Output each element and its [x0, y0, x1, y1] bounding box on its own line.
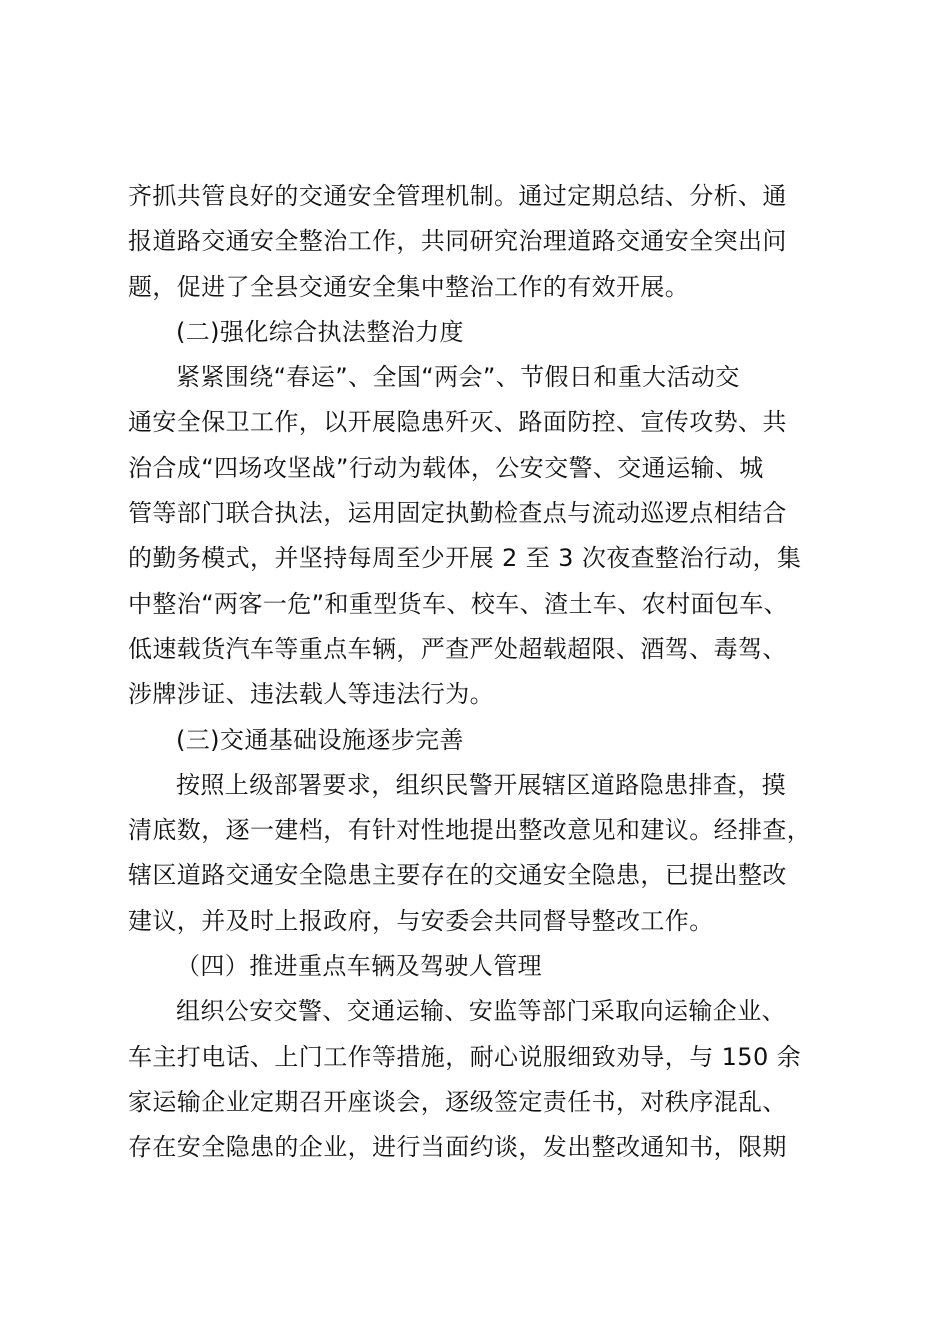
body-line: 治合成“四场攻坚战”行动为载体，公安交警、交通运输、城	[128, 453, 764, 482]
body-line: 管等部门联合执法，运用固定执勤检查点与流动巡逻点相结合	[128, 499, 787, 528]
document-body	[128, 174, 838, 1171]
body-line: 低速载货汽车等重点车辆，严查严处超载超限、酒驾、毒驾、	[128, 634, 787, 663]
section-heading: （四）推进重点车辆及驾驶人管理	[176, 952, 542, 981]
body-line: 题，促进了全县交通安全集中整治工作的有效开展。	[128, 272, 690, 301]
body-line: 涉牌涉证、违法载人等违法行为。	[128, 680, 494, 709]
body-line: 车主打电话、上门工作等措施，耐心说服细致劝导，与 150 余	[128, 1042, 802, 1071]
section-heading: (二)强化综合执法整治力度	[176, 317, 464, 346]
body-line: 建议，并及时上报政府，与安委会共同督导整改工作。	[128, 906, 714, 935]
body-line: 的勤务模式，并坚持每周至少开展 2 至 3 次夜查整治行动，集	[128, 544, 802, 573]
body-line: 存在安全隐患的企业，进行当面约谈，发出整改通知书，限期	[128, 1133, 787, 1162]
body-line: 家运输企业定期召开座谈会，逐级签定责任书，对秩序混乱、	[128, 1087, 787, 1116]
body-line: 辖区道路交通安全隐患主要存在的交通安全隐患，已提出整改	[128, 861, 787, 890]
body-line: 通安全保卫工作，以开展隐患歼灭、路面防控、宣传攻势、共	[128, 408, 787, 437]
paragraph-start-line: 紧紧围绕“春运”、全国“两会”、节假日和重大活动交	[176, 363, 740, 392]
section-heading: (三)交通基础设施逐步完善	[176, 725, 464, 754]
body-line: 中整治“两客一危”和重型货车、校车、渣土车、农村面包车、	[128, 589, 789, 618]
body-line: 清底数，逐一建档，有针对性地提出整改意见和建议。经排查，	[128, 816, 812, 845]
paragraph-start-line: 按照上级部署要求，组织民警开展辖区道路隐患排查，摸	[176, 770, 786, 799]
body-line: 齐抓共管良好的交通安全管理机制。通过定期总结、分析、通	[128, 182, 787, 210]
body-line: 报道路交通安全整治工作，共同研究治理道路交通安全突出问	[128, 227, 787, 256]
paragraph-start-line: 组织公安交警、交通运输、安监等部门采取向运输企业、	[176, 997, 786, 1026]
